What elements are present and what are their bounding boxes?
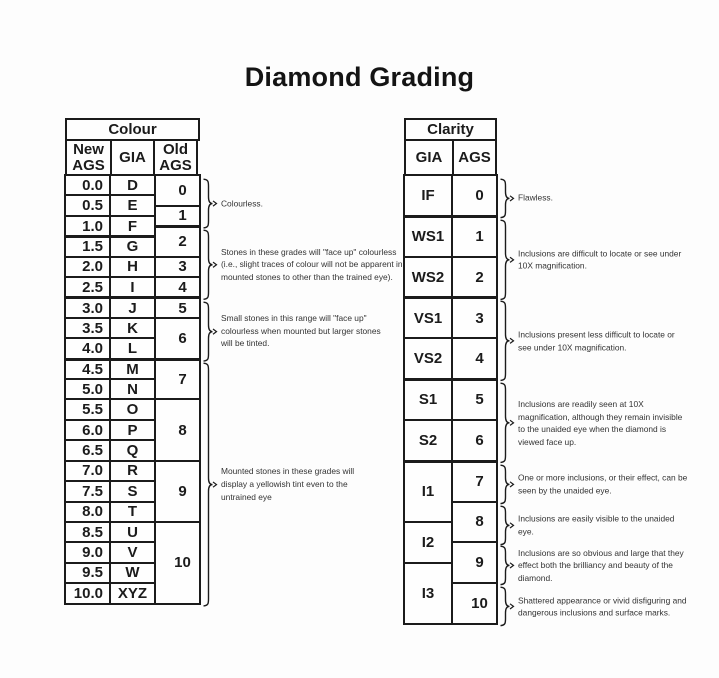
grade-note: Inclusions are difficult to locate or see under 10X magnification. [518,248,682,271]
colour-old-ags-cell: 4 [154,276,201,298]
grade-note: One or more inclusions, or their effect, can be seen by the unaided eye. [518,472,688,496]
clarity-ags-cell: 1 [451,215,498,258]
colour-old-ags-cell: 8 [154,398,201,461]
grade-note: Inclusions are readily seen at 10X magnification, although they remain invisible to the unaided eye when the diamond is viewed face up. [518,398,683,447]
colour-old-ags-cell: 2 [154,225,201,258]
colour-new-ags-cell: 8.0 [64,501,111,523]
clarity-gia-cell: S2 [403,419,453,462]
curly-brace [498,505,516,546]
colour-gia-cell: V [109,541,156,563]
clarity-gia-cell: I1 [403,460,453,523]
colour-old-ags-cell: 0 [154,174,201,207]
clarity-table [404,118,497,624]
colour-new-ags-cell: 6.5 [64,439,111,461]
curly-brace [498,178,516,219]
colour-header-cell [153,139,198,177]
colour-header-line: New [73,141,104,158]
clarity-table-body [404,175,497,624]
colour-gia-cell: XYZ [109,582,156,604]
clarity-gia-cell: IF [403,174,453,217]
colour-gia-cell: W [109,562,156,584]
grade-note: Inclusions are easily visible to the unaided eye. [518,513,675,536]
clarity-header-line: AGS [458,149,491,166]
grade-note: Inclusions are so obvious and large that they effect both the brilliancy and beauty of the diamond. [518,547,684,584]
colour-new-ags-cell: 9.5 [64,562,111,584]
clarity-column-headers [404,139,497,177]
colour-old-ags-cell: 6 [154,317,201,360]
colour-new-ags-cell: 10.0 [64,582,111,604]
colour-gia-cell: O [109,398,156,420]
curly-brace [201,301,219,362]
curly-brace [201,178,219,229]
clarity-header-cell [404,139,454,177]
colour-gia-cell: Q [109,439,156,461]
colour-new-ags-cell: 1.0 [64,215,111,237]
colour-header-line: AGS [72,157,105,174]
curly-brace [201,362,219,607]
clarity-gia-cell: I2 [403,521,453,564]
colour-gia-cell: F [109,215,156,237]
colour-old-ags-cell: 1 [154,205,201,227]
grade-note: Colourless. [221,198,263,209]
colour-new-ags-cell: 7.5 [64,480,111,502]
colour-gia-cell: H [109,256,156,278]
colour-new-ags-cell: 5.5 [64,398,111,420]
colour-header-line: Old [163,141,188,158]
clarity-gia-cell: WS1 [403,215,453,258]
grade-note: Mounted stones in these grades will display a yellowish tint even to the untrained eye [221,466,355,502]
clarity-ags-cell: 7 [451,460,498,503]
colour-gia-cell: L [109,337,156,359]
colour-new-ags-cell: 2.0 [64,256,111,278]
clarity-gia-cell: VS2 [403,337,453,380]
curly-brace [498,219,516,301]
colour-new-ags-cell: 0.5 [64,194,111,216]
colour-old-ags-cell: 7 [154,358,201,401]
colour-gia-cell: N [109,378,156,400]
clarity-ags-cell: 4 [451,337,498,380]
colour-column-headers [65,139,200,177]
colour-gia-cell: K [109,317,156,339]
clarity-ags-cell: 10 [451,582,498,625]
clarity-ags-cell: 2 [451,256,498,299]
clarity-header-line: GIA [415,149,443,166]
clarity-ags-cell: 3 [451,296,498,339]
page-title: Diamond Grading [244,62,475,92]
clarity-ags-cell: 9 [451,541,498,584]
curly-brace [498,464,516,505]
colour-new-ags-cell: 3.0 [64,296,111,318]
colour-header-line: AGS [159,157,192,174]
colour-gia-cell: J [109,296,156,318]
colour-gia-cell: T [109,501,156,523]
colour-new-ags-cell: 3.5 [64,317,111,339]
colour-gia-cell: I [109,276,156,298]
colour-gia-cell: E [109,194,156,216]
colour-new-ags-cell: 6.0 [64,419,111,441]
clarity-table-title: Clarity [404,118,497,141]
colour-gia-cell: P [109,419,156,441]
grade-note: Stones in these grades will "face up" colourless (i.e., slight traces of colour will not be apparent in mounted stones to other than the trained eye). [221,246,403,283]
clarity-header-cell [452,139,497,177]
colour-gia-cell: R [109,460,156,482]
clarity-gia-cell: S1 [403,378,453,421]
colour-table-title: Colour [65,118,200,141]
curly-brace [201,229,219,301]
grade-note: Flawless. [518,193,553,204]
colour-gia-cell: G [109,235,156,257]
colour-gia-cell: M [109,358,156,380]
colour-old-ags-cell: 10 [154,521,201,605]
clarity-ags-cell: 0 [451,174,498,217]
clarity-ags-cell: 8 [451,501,498,544]
colour-old-ags-cell: 5 [154,296,201,318]
colour-header-cell [110,139,155,177]
curly-brace [498,586,516,627]
grade-note: Inclusions present less difficult to locate or see under 10X magnification. [518,329,675,353]
colour-new-ags-cell: 7.0 [64,460,111,482]
colour-old-ags-cell: 3 [154,256,201,278]
clarity-gia-cell: I3 [403,562,453,625]
colour-new-ags-cell: 1.5 [64,235,111,257]
curly-brace [498,300,516,382]
colour-table [65,118,200,604]
colour-new-ags-cell: 4.5 [64,358,111,380]
colour-new-ags-cell: 4.0 [64,337,111,359]
clarity-gia-cell: VS1 [403,296,453,339]
grade-note: Shattered appearance or vivid disfiguring and dangerous inclusions and surface marks. [518,594,687,618]
colour-gia-cell: S [109,480,156,502]
colour-new-ags-cell: 9.0 [64,541,111,563]
grade-note: Small stones in this range will "face up" colourless when mounted but larger stones will be tinted. [221,313,381,349]
clarity-gia-cell: WS2 [403,256,453,299]
colour-new-ags-cell: 2.5 [64,276,111,298]
colour-gia-cell: U [109,521,156,543]
curly-brace [498,545,516,586]
colour-table-body [65,175,200,604]
colour-old-ags-cell: 9 [154,460,201,523]
colour-header-line: GIA [119,149,146,166]
colour-gia-cell: D [109,174,156,196]
colour-new-ags-cell: 8.5 [64,521,111,543]
clarity-ags-cell: 6 [451,419,498,462]
colour-new-ags-cell: 0.0 [64,174,111,196]
curly-brace [498,382,516,464]
clarity-ags-cell: 5 [451,378,498,421]
colour-new-ags-cell: 5.0 [64,378,111,400]
colour-header-cell [65,139,112,177]
